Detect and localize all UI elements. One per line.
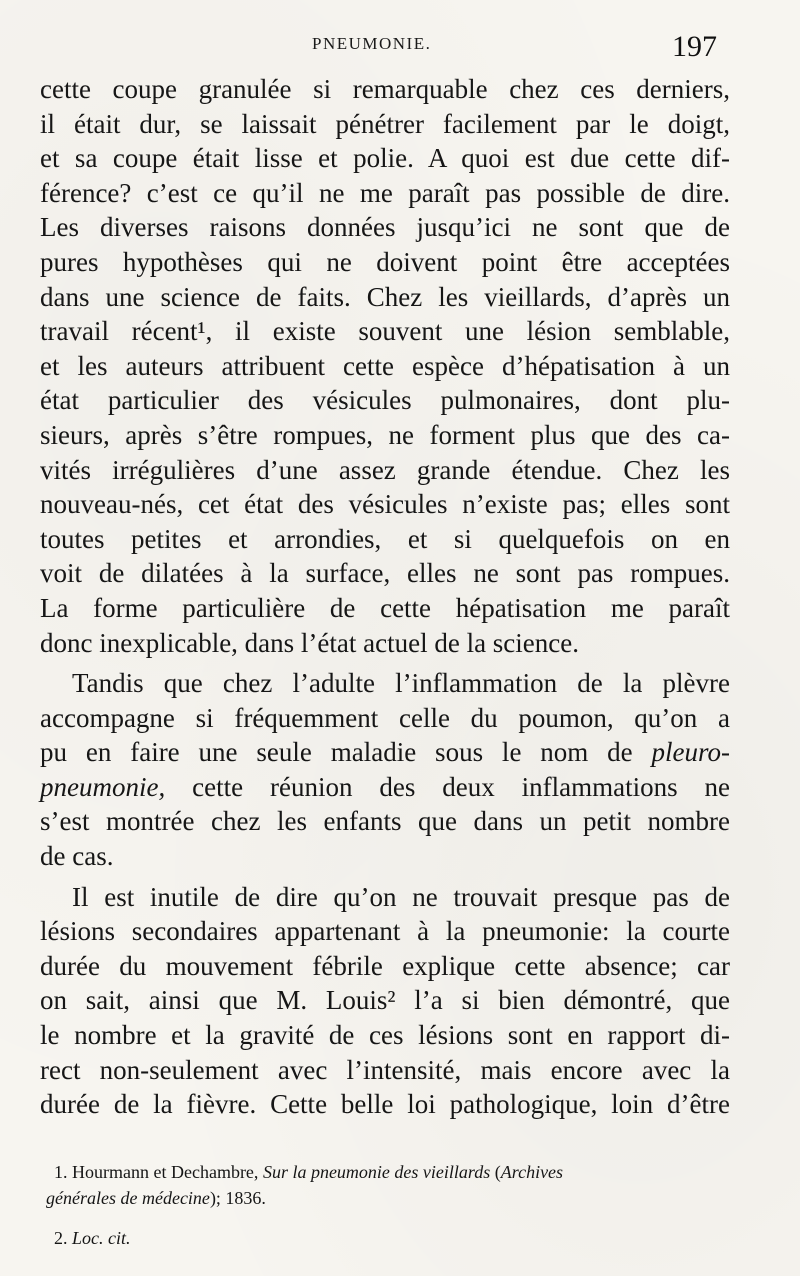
footnote-1-continued (46, 1185, 730, 1211)
text-line: dans une science de faits. Chez les vieillards, d’après un (40, 281, 730, 312)
text-line: état particulier des vésicules pulmonaires, dont plu- (40, 385, 730, 416)
text-line: nouveau-nés, cet état des vésicules n’existe pas; elles sont (40, 489, 730, 520)
text-line-with-italic (40, 735, 730, 770)
text-line: durée de la fièvre. Cette belle loi pathologique, loin d’être (40, 1089, 730, 1120)
footnote-punct: ( (490, 1162, 501, 1182)
footnote-reference: Loc. cit. (72, 1228, 131, 1248)
footnote-year: ); 1836. (209, 1188, 266, 1208)
text-line: voit de dilatées à la surface, elles ne sont pas rompues. (40, 558, 730, 589)
text-fragment: cette réunion des deux inflammations ne (165, 771, 730, 802)
running-head: PNEUMONIE. (312, 34, 432, 53)
italic-term: pleuro- (651, 737, 730, 768)
text-line: s’est montrée chez les enfants que dans un petit nombre (40, 806, 730, 837)
text-line: rect non-seulement avec l’intensité, mais encore avec la (40, 1054, 730, 1085)
footnote-marker: 2. (54, 1228, 68, 1248)
text-line: Tandis que chez l’adulte l’inflammation de la plèvre (72, 668, 730, 699)
text-line: férence? c’est ce qu’il ne me paraît pas possible de dire. (40, 177, 730, 208)
text-line: sieurs, après s’être rompues, ne forment plus que des ca- (40, 419, 730, 450)
text-line-with-italic (40, 770, 730, 805)
text-line: et les auteurs attribuent cette espèce d’hépatisation à un (40, 350, 730, 381)
text-line: travail récent¹, il existe souvent une lésion semblable, (40, 316, 730, 347)
footnote-journal: générales de médecine (46, 1188, 210, 1208)
footnotes (46, 1159, 730, 1251)
text-line: donc inexplicable, dans l’état actuel de la science. (40, 627, 579, 658)
text-line: de cas. (40, 841, 114, 872)
text-line: lésions secondaires appartenant à la pneumonie: la courte (40, 916, 730, 947)
page-number: 197 (672, 30, 717, 63)
text-line: il était dur, se laissait pénétrer facilement par le doigt, (40, 108, 730, 139)
text-line: on sait, ainsi que M. Louis² l’a si bien démontré, que (40, 985, 730, 1016)
italic-term: pneumonie, (40, 771, 166, 802)
text-line: vités irrégulières d’une assez grande étendue. Chez les (40, 454, 730, 485)
text-line: accompagne si fréquemment celle du poumon, qu’on a (40, 702, 730, 733)
text-line: le nombre et la gravité de ces lésions sont en rapport di- (40, 1020, 730, 1051)
footnote-title: Sur la pneumonie des vieillards (262, 1162, 491, 1182)
text-fragment: pu en faire une seule maladie sous le nom de (40, 737, 652, 768)
footnote-marker: 1. (54, 1162, 68, 1182)
text-line: et sa coupe était lisse et polie. A quoi est due cette dif- (40, 143, 730, 174)
text-line: Il est inutile de dire qu’on ne trouvait presque pas de (72, 881, 730, 912)
text-line: cette coupe granulée si remarquable chez ces derniers, (40, 74, 730, 104)
text-line: La forme particulière de cette hépatisation me paraît (40, 592, 730, 623)
text-line: Les diverses raisons données jusqu’ici ne sont que de (40, 212, 730, 243)
text-line: pures hypothèses qui ne doivent point être acceptées (40, 246, 730, 277)
footnote-2 (54, 1225, 730, 1251)
text-line: toutes petites et arrondies, et si quelquefois on en (40, 523, 730, 554)
footnote-journal: Archives (500, 1162, 564, 1182)
body-text (40, 72, 730, 1122)
text-line: durée du mouvement fébrile explique cette absence; car (40, 950, 730, 981)
footnote-authors: Hourmann et Dechambre, (67, 1162, 263, 1182)
footnote-1 (54, 1159, 730, 1185)
